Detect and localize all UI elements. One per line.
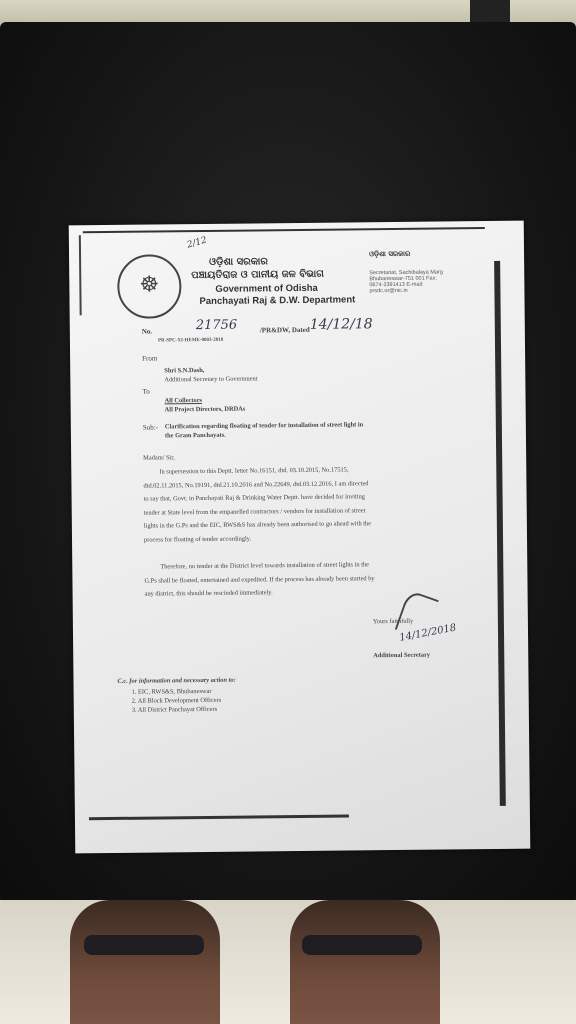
para2-line: any district, this should be rescinded immediately. (144, 589, 273, 598)
from-name: Shri S.N.Dash, (164, 366, 205, 375)
border-rule-bottom (89, 814, 349, 820)
para2-line: Therefore, no tender at the District level towards installation of street lights in the (160, 561, 370, 571)
subject-line-2: the Gram Panchayats. (164, 431, 226, 440)
file-number: PR-SPC-XI-HEME-0003-2018 (157, 337, 224, 344)
border-rule-top (83, 227, 485, 233)
from-designation: Additional Secretary to Government (164, 375, 258, 384)
left-foot (70, 900, 220, 1024)
letterhead-address: Secretariat, Sachibalaya Marg Bhubaneswar-751 001 Fax: 0674-2391413 E-mail: prsdc.or@nic.in (369, 269, 443, 295)
subject-label: Sub:- (142, 423, 159, 432)
letterhead-odia-2: ପଞ୍ଚାୟତିରାଜ ଓ ପାନୀୟ ଜଳ ବିଭାଗ (191, 268, 325, 282)
border-rule-left (79, 235, 82, 315)
copy-item: 3. All District Panchayat Officers (131, 705, 218, 714)
sandal-strap-left (84, 935, 204, 955)
right-foot (290, 900, 440, 1024)
state-emblem-icon: ☸ (117, 254, 182, 319)
from-label: From (142, 354, 158, 363)
to-line-1: All Collectors (164, 397, 203, 405)
letterhead-govt: Government of Odisha (215, 282, 318, 295)
para2-line: G.Ps shall be floated, entertained and expedited. If the process has already been started by (144, 574, 375, 585)
signature-date: 14/12/2018 (398, 622, 458, 644)
closing-designation: Additional Secretary (373, 651, 431, 660)
subject-line-1: Clarification regarding floating of tender for installation of street light in (164, 421, 364, 431)
para1-line: tender at State level from the empanelled contractors / vendors for installation of street (143, 507, 366, 517)
letterhead-department: Panchayati Raj & D.W. Department (199, 294, 356, 308)
letter-document (69, 221, 531, 854)
ref-date-value: 14/12/18 (309, 316, 373, 333)
handwritten-note: 2/12 (185, 235, 209, 251)
ref-no-label: No. (141, 327, 153, 336)
ref-suffix: /PR&DW, Dated (259, 325, 310, 335)
letterhead-right-odia: ଓଡ଼ିଶା ସରକାର (369, 249, 411, 259)
letterhead-odia-1: ଓଡ଼ିଶା ସରକାର (209, 256, 269, 268)
ref-no-value: 21756 (195, 317, 238, 334)
para1-line: lights in the G.Ps and the EIC, RWS&S has already been authorised to go ahead with the (143, 520, 372, 531)
para1-line: dtd.02.11.2015, No.19191, dtd.21.10.2016 and No.22649, dtd.03.12.2016, I am directed (143, 479, 369, 490)
to-line-2: All Project Directors, DRDAs (164, 405, 246, 414)
para1-line: to say that, Govt. in Panchayati Raj & Drinking Water Deptt. have decided for inviting (143, 493, 366, 503)
closing-yours: Yours faithfully (372, 617, 414, 626)
sandal-strap-right (302, 935, 422, 955)
copy-heading: C.c. for information and necessary action to: (117, 676, 236, 685)
body-paragraph-1 (143, 462, 474, 547)
to-label: To (142, 387, 150, 396)
para1-line: process for floating of tender accordingly. (143, 535, 252, 544)
border-rule-right (494, 261, 506, 806)
copy-item: 1. EIC, RWS&S, Bhubaneswar (131, 687, 212, 696)
salutation: Madam/ Sir, (143, 454, 175, 462)
para1-line: In supersession to this Deptt. letter No.16151, dtd. 03.10.2015, No.17515, (159, 466, 349, 476)
copy-item: 2. All Block Development Officers (131, 696, 222, 705)
